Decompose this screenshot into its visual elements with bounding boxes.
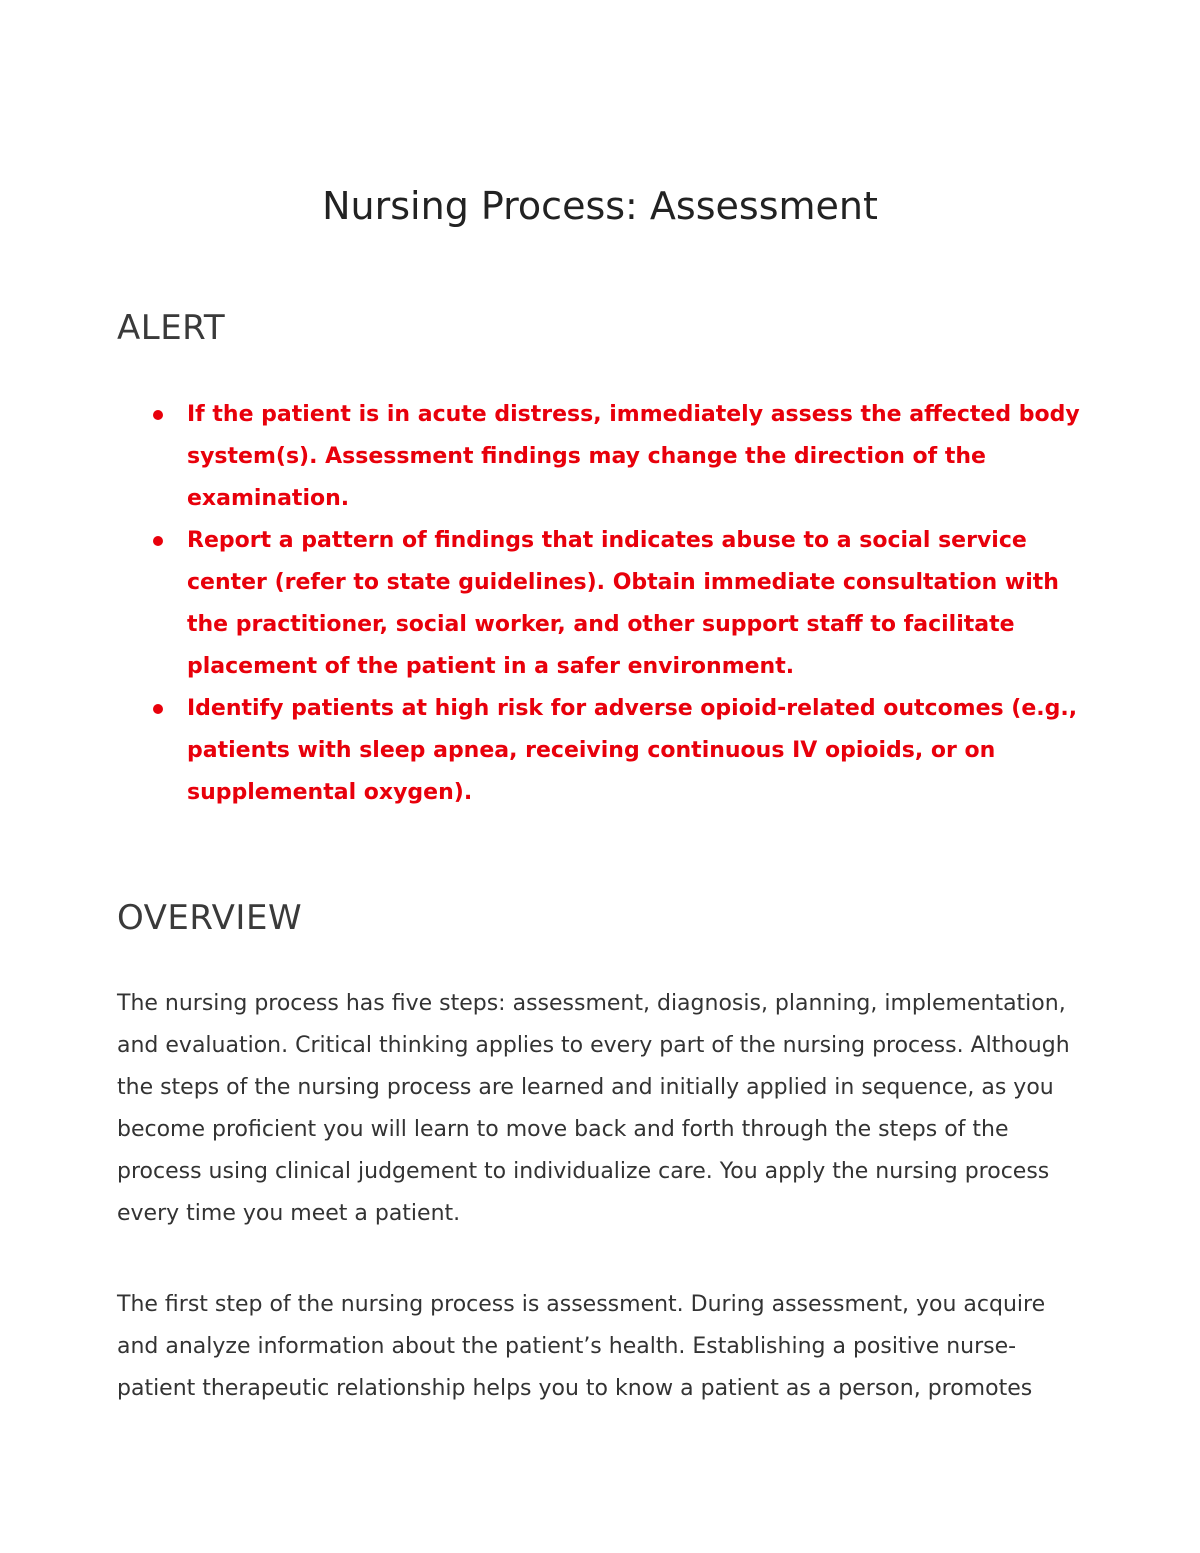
alert-heading: ALERT xyxy=(117,308,226,348)
alert-list xyxy=(117,394,1097,814)
alert-item-text: If the patient is in acute distress, immediately assess the affected body system(s). Assessment findings may change the direction of the examination. xyxy=(187,402,1080,511)
alert-item-acute-distress xyxy=(117,394,1097,520)
bullet-icon xyxy=(153,410,163,420)
overview-paragraph: The nursing process has five steps: assessment, diagnosis, planning, implementation, and evaluation. Critical thinking applies to every part of the nursing process. Although the steps of the nursing process are learned and initially applied in sequence, as you become proficient you will learn to move back and forth through the steps of the process using clinical judgement to individualize care. You apply the nursing process every time you meet a patient. xyxy=(117,991,1070,1226)
bullet-icon xyxy=(153,704,163,714)
alert-item-text: Report a pattern of findings that indicates abuse to a social service center (refer to state guidelines). Obtain immediate consultation with the practitioner, social worker, and other support staff to facilitate placement of the patient in a safer environment. xyxy=(187,528,1059,679)
overview-heading: OVERVIEW xyxy=(117,898,303,938)
bullet-icon xyxy=(153,536,163,546)
alert-item-text: Identify patients at high risk for adverse opioid-related outcomes (e.g., patients with sleep apnea, receiving continuous IV opioids, or on supplemental oxygen). xyxy=(187,696,1078,805)
alert-item-report-abuse xyxy=(117,520,1097,688)
alert-item-opioid-risk xyxy=(117,688,1097,814)
page-title: Nursing Process: Assessment xyxy=(322,184,878,228)
overview-paragraph: The first step of the nursing process is assessment. During assessment, you acquire and analyze information about the patient’s health. Establishing a positive nurse-patient therapeutic relationship helps you to know a patient as a person, promotes xyxy=(117,1292,1046,1401)
